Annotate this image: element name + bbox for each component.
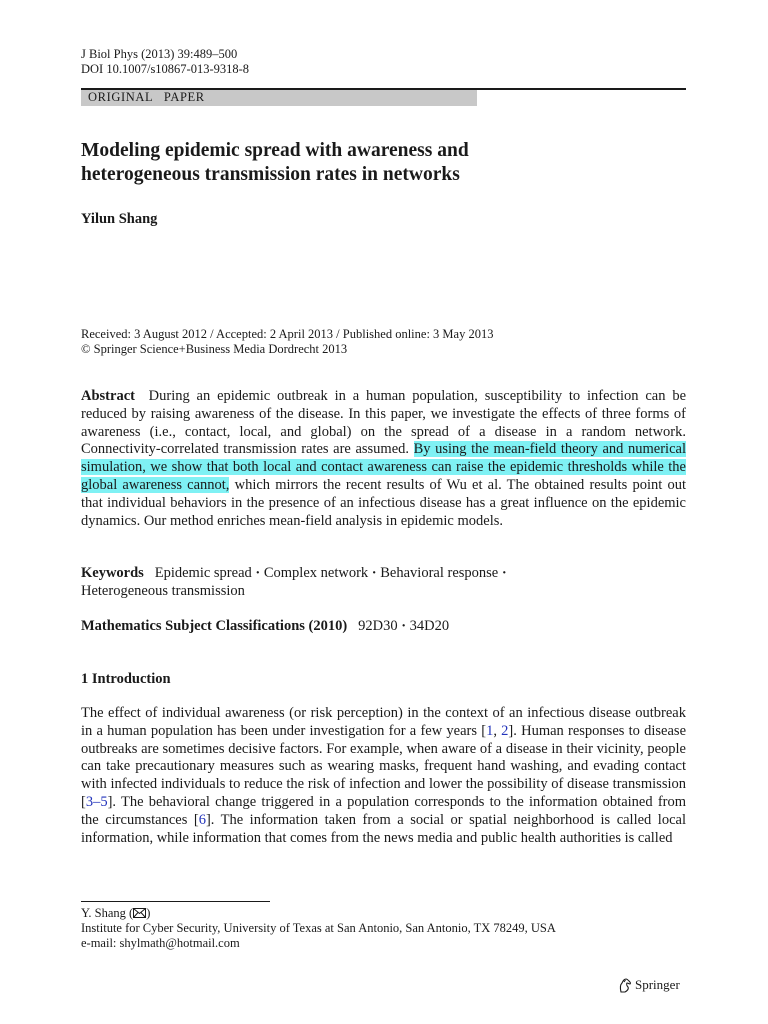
abstract <box>81 388 686 530</box>
keyword-item: Heterogeneous transmission <box>81 582 245 599</box>
intro-text: ]. The information taken from a social or spatial neighborhood is called local information, while information that comes from the news media and public health authorities is called <box>81 811 686 846</box>
citation-link[interactable]: 2 <box>501 722 509 739</box>
article-type: ORIGINAL PAPER <box>88 90 205 104</box>
abstract-highlight[interactable]: By using the mean-field theory and numerical simulation, we show that both local and contact awareness can raise the epidemic thresholds while the global awareness cannot, <box>81 441 686 493</box>
msc-code: 34D20 <box>409 618 450 634</box>
citation-link[interactable]: 1 <box>486 722 494 739</box>
msc-label: Mathematics Subject Classifications (2010) <box>81 618 348 634</box>
title-line: Modeling epidemic spread with awareness and <box>81 140 469 161</box>
abstract-text: During an epidemic outbreak in a human population, susceptibility to infection can be reduced by raising awareness of the disease. In this paper, we investigate the effects of three forms of awareness (i.e., contact, local, and global) on the spread of a disease in a random network. Connectivity-correlated transmission rates are assumed. <box>81 388 687 458</box>
author-footnote <box>81 906 556 951</box>
intro-text: The effect of individual awareness (or risk perception) in the context of an infectious disease outbreak in a human population has been under investigation for a few years [ <box>81 705 686 739</box>
intro-text: ]. Human responses to disease outbreaks are sometimes decisive factors. For example, when aware of a disease in their vicinity, people can take precautionary measures such as wearing masks, frequent hand washing, and evading contact with infected individuals to reduce the risk of infection and lower the possibility of disease transmission [ <box>81 722 687 810</box>
abstract-text-end: which mirrors the recent results of Wu et al. The obtained results point out that individual behaviors in the presence of an infectious disease has a great influence on the epidemic dynamics. Our method enriches mean-field analysis in epidemic models. <box>81 476 686 529</box>
footnote-rule <box>81 901 270 902</box>
springer-horse-icon <box>618 978 632 993</box>
intro-text: ]. The behavioral change triggered in a population corresponds to the information obtained from the circumstances [ <box>81 793 686 828</box>
intro-text: , <box>493 722 502 739</box>
keyword-item: Behavioral response <box>380 565 499 581</box>
publisher-name: Springer <box>635 977 680 992</box>
envelope-icon <box>133 908 146 918</box>
affiliation: Institute for Cyber Security, University of Texas at San Antonio, San Antonio, TX 78249, USA <box>81 921 556 935</box>
keywords: Keywords Epidemic spread · Complex network · Behavioral response · Heterogeneous transmission <box>81 565 507 599</box>
intro-paragraph <box>81 705 686 847</box>
abstract-label: Abstract <box>81 388 135 404</box>
keywords-label: Keywords <box>81 565 144 581</box>
msc-code: 92D30 <box>358 618 398 634</box>
paper-title <box>81 139 686 187</box>
doi: DOI 10.1007/s10867-013-9318-8 <box>81 62 250 76</box>
corresponding-author <box>81 906 556 921</box>
article-type-banner <box>81 88 477 106</box>
section-heading: 1 Introduction <box>81 671 171 687</box>
citation-link[interactable]: 6 <box>198 811 206 828</box>
citation-link[interactable]: 3–5 <box>85 793 108 810</box>
copyright-notice: © Springer Science+Business Media Dordrecht 2013 <box>81 342 348 356</box>
email: e-mail: shylmath@hotmail.com <box>81 936 240 950</box>
publication-history: Received: 3 August 2012 / Accepted: 2 April 2013 / Published online: 3 May 2013 <box>81 327 494 341</box>
article-dates <box>81 327 493 357</box>
header-rule <box>477 88 686 90</box>
keyword-item: Epidemic spread <box>154 565 252 581</box>
publisher-logo <box>618 977 680 993</box>
journal-citation: J Biol Phys (2013) 39:489–500 <box>81 47 238 61</box>
author-name: Yilun Shang <box>81 211 158 227</box>
footnote-name-close: ) <box>146 906 151 920</box>
msc-classification: Mathematics Subject Classifications (2010) 92D30 · 34D20 <box>81 618 450 634</box>
title-line: heterogeneous transmission rates in networks <box>81 164 460 185</box>
keyword-item: Complex network <box>263 565 369 581</box>
footnote-name: Y. Shang ( <box>81 906 134 920</box>
